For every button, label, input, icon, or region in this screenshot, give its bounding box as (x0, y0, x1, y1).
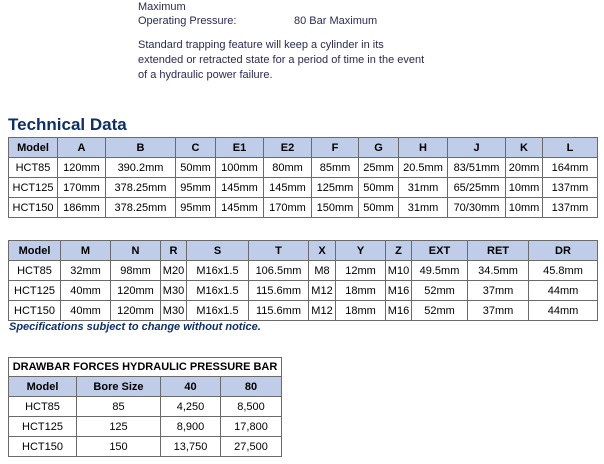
operating-pressure-value: 80 Bar Maximum (294, 15, 378, 27)
table-cell: 25mm (359, 158, 399, 178)
table-header-row (9, 138, 598, 158)
table-cell: 125mm (312, 178, 359, 198)
disclaimer-text: Specifications subject to change without notice. (9, 321, 261, 333)
table-row (9, 417, 282, 437)
column-header: T (249, 241, 309, 261)
table-cell: 115.6mm (249, 281, 309, 301)
table-cell: 44mm (529, 281, 598, 301)
table-cell: 18mm (336, 301, 386, 321)
table-cell: 32mm (61, 261, 111, 281)
table-cell: 20mm (506, 158, 543, 178)
column-header: C (176, 138, 216, 158)
table-cell: 170mm (264, 198, 312, 218)
model-cell: HCT125 (9, 178, 58, 198)
column-header: RET (468, 241, 529, 261)
column-header: Y (336, 241, 386, 261)
table-cell: M16x1.5 (187, 301, 249, 321)
column-header: EXT (412, 241, 468, 261)
table-cell: M16x1.5 (187, 261, 249, 281)
table-cell: 125 (77, 417, 161, 437)
table-cell: 10mm (506, 198, 543, 218)
table-cell: 85mm (312, 158, 359, 178)
table-cell: 34.5mm (468, 261, 529, 281)
dimensions-table-2 (8, 240, 598, 321)
table-cell: 10mm (506, 178, 543, 198)
table-cell: 20.5mm (399, 158, 448, 178)
table-cell: M30 (161, 301, 187, 321)
model-cell: HCT85 (9, 397, 77, 417)
table-header-row (9, 241, 598, 261)
note-line: extended or retracted state for a period of time in the event (138, 54, 425, 66)
table-cell: 70/30mm (448, 198, 506, 218)
column-header: Model (9, 241, 61, 261)
table-cell: 31mm (399, 198, 448, 218)
table-cell: 378.25mm (106, 198, 176, 218)
note-line: of a hydraulic power failure. (138, 69, 273, 81)
table-cell: 8,500 (221, 397, 282, 417)
column-header: E1 (216, 138, 264, 158)
table-cell: 150mm (312, 198, 359, 218)
operating-pressure-row (138, 14, 377, 28)
table-cell: 65/25mm (448, 178, 506, 198)
table-cell: M12 (309, 301, 336, 321)
table-cell: 98mm (111, 261, 161, 281)
table-title-row (9, 358, 282, 377)
table-cell: 145mm (264, 178, 312, 198)
column-header: Model (9, 138, 58, 158)
table-cell: 49.5mm (412, 261, 468, 281)
table-cell: 45.8mm (529, 261, 598, 281)
table-cell: 85 (77, 397, 161, 417)
table-cell: 37mm (468, 301, 529, 321)
table-cell: 83/51mm (448, 158, 506, 178)
intro-specs (138, 0, 377, 28)
column-header: Model (9, 377, 77, 397)
table-row (9, 158, 598, 178)
table-cell: 50mm (359, 198, 399, 218)
table-row (9, 261, 598, 281)
column-header: K (506, 138, 543, 158)
table-cell: 31mm (399, 178, 448, 198)
table-cell: M16x1.5 (187, 281, 249, 301)
table-cell: 120mm (111, 301, 161, 321)
column-header: H (399, 138, 448, 158)
drawbar-forces-title: DRAWBAR FORCES HYDRAULIC PRESSURE BAR (9, 358, 282, 377)
model-cell: HCT85 (9, 158, 58, 178)
table-cell: 80mm (264, 158, 312, 178)
table-cell: 186mm (58, 198, 106, 218)
table-row (9, 281, 598, 301)
table-row (9, 437, 282, 457)
table-cell: 170mm (58, 178, 106, 198)
note-line: Standard trapping feature will keep a cylinder in its (138, 39, 384, 51)
column-header: E2 (264, 138, 312, 158)
table-cell: 37mm (468, 281, 529, 301)
technical-data-heading: Technical Data (8, 115, 127, 134)
model-cell: HCT150 (9, 198, 58, 218)
column-header: N (111, 241, 161, 261)
table-cell: M16 (386, 281, 412, 301)
table-cell: 145mm (216, 198, 264, 218)
column-header: 40 (161, 377, 221, 397)
model-cell: HCT150 (9, 437, 77, 457)
table-cell: 8,900 (161, 417, 221, 437)
column-header: F (312, 138, 359, 158)
table-cell: 17,800 (221, 417, 282, 437)
column-header: A (58, 138, 106, 158)
table-cell: 120mm (111, 281, 161, 301)
table-cell: M8 (309, 261, 336, 281)
column-header: G (359, 138, 399, 158)
column-header: B (106, 138, 176, 158)
table-cell: 95mm (176, 178, 216, 198)
intro-line-maximum: Maximum (138, 1, 186, 13)
column-header: L (543, 138, 598, 158)
table-cell: 115.6mm (249, 301, 309, 321)
table-cell: 145mm (216, 178, 264, 198)
table-cell: 95mm (176, 198, 216, 218)
table-cell: 12mm (336, 261, 386, 281)
table-cell: 164mm (543, 158, 598, 178)
trapping-feature-note (138, 38, 478, 83)
dimensions-table-1 (8, 137, 598, 218)
table-row (9, 198, 598, 218)
model-cell: HCT125 (9, 417, 77, 437)
table-cell: 4,250 (161, 397, 221, 417)
model-cell: HCT125 (9, 281, 61, 301)
table-cell: 120mm (58, 158, 106, 178)
column-header: Bore Size (77, 377, 161, 397)
table-cell: M30 (161, 281, 187, 301)
table-cell: M20 (161, 261, 187, 281)
column-header: J (448, 138, 506, 158)
table-cell: 52mm (412, 301, 468, 321)
table-cell: M10 (386, 261, 412, 281)
column-header: 80 (221, 377, 282, 397)
table-cell: 44mm (529, 301, 598, 321)
column-header: R (161, 241, 187, 261)
table-cell: 390.2mm (106, 158, 176, 178)
table-row (9, 397, 282, 417)
model-cell: HCT150 (9, 301, 61, 321)
table-header-row (9, 377, 282, 397)
column-header: Z (386, 241, 412, 261)
table-cell: 52mm (412, 281, 468, 301)
table-cell: 100mm (216, 158, 264, 178)
table-cell: M16 (386, 301, 412, 321)
column-header: M (61, 241, 111, 261)
table-cell: 40mm (61, 281, 111, 301)
table-cell: 13,750 (161, 437, 221, 457)
table-cell: 150 (77, 437, 161, 457)
model-cell: HCT85 (9, 261, 61, 281)
table-cell: 18mm (336, 281, 386, 301)
table-cell: 40mm (61, 301, 111, 321)
table-cell: 106.5mm (249, 261, 309, 281)
table-cell: 27,500 (221, 437, 282, 457)
table-row (9, 178, 598, 198)
operating-pressure-label: Operating Pressure: (138, 15, 237, 27)
column-header: DR (529, 241, 598, 261)
table-cell: M12 (309, 281, 336, 301)
table-cell: 137mm (543, 178, 598, 198)
column-header: S (187, 241, 249, 261)
column-header: X (309, 241, 336, 261)
drawbar-forces-table (8, 357, 282, 457)
table-cell: 50mm (176, 158, 216, 178)
table-row (9, 301, 598, 321)
table-cell: 50mm (359, 178, 399, 198)
table-cell: 137mm (543, 198, 598, 218)
table-cell: 378.25mm (106, 178, 176, 198)
